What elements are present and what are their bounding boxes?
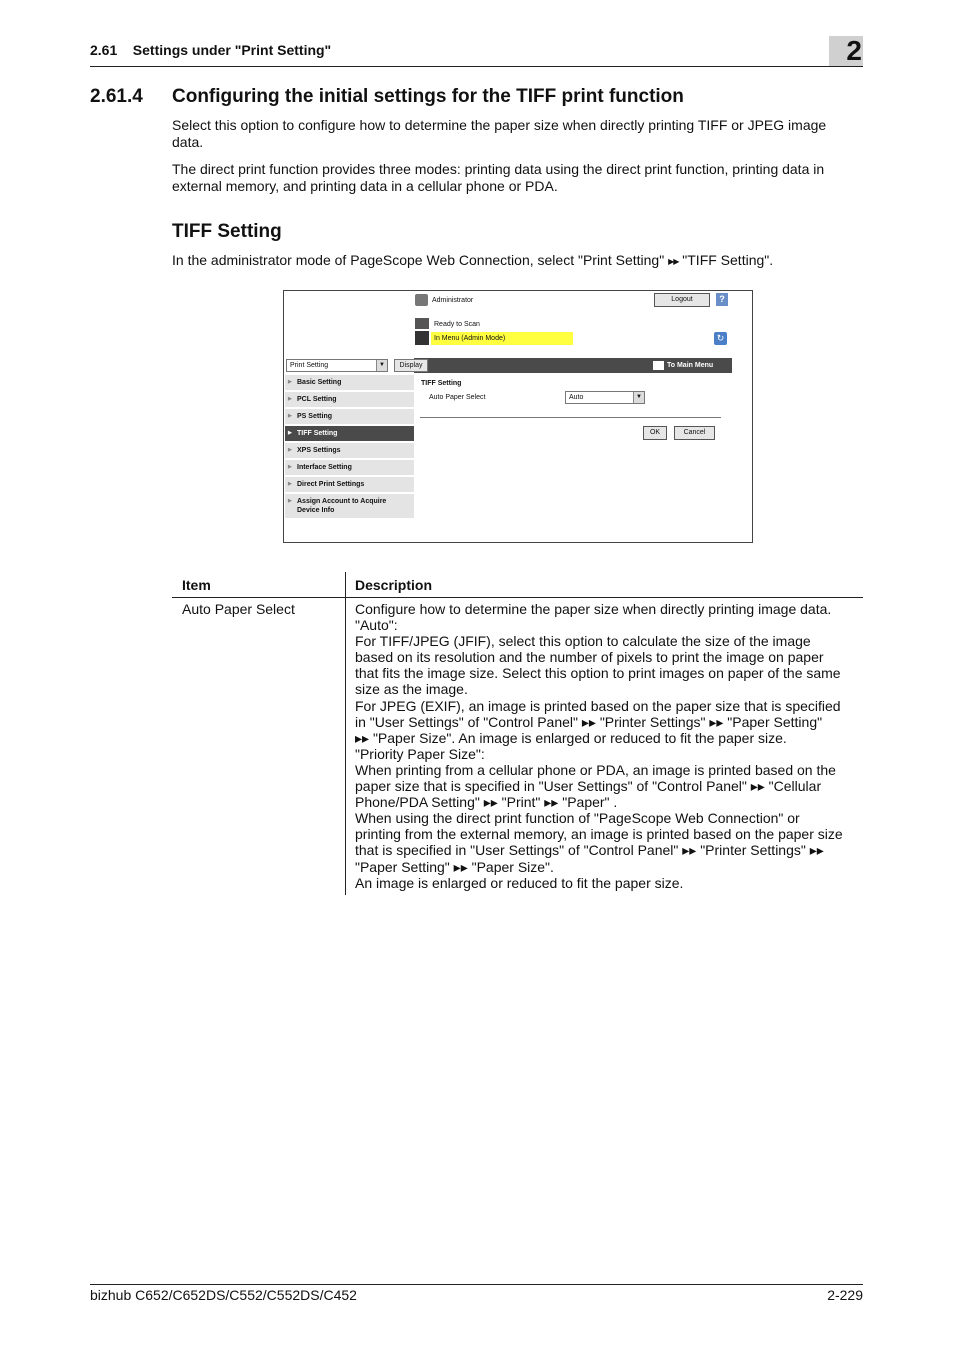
sidebar-item-direct-print-settings[interactable]: ▶ Direct Print Settings [285,477,414,493]
subsection-heading [90,86,684,108]
description-line: "Auto": [355,617,398,634]
status-label: Ready to Scan [434,321,480,328]
auto-paper-select-dropdown[interactable] [565,391,645,404]
intro-line: data. [172,134,204,150]
table-cell-item: Auto Paper Select [182,601,295,617]
panel-divider [420,417,721,418]
sidebar-item-label: Device Info [297,507,335,514]
description-line: ▸▸ "Paper Size". An image is enlarged or reduced to fit the paper size. [355,729,787,746]
description-line: paper size that is specified in "User Settings" of "Control Panel" ▸▸ "Cellular [355,778,822,795]
tiff-setting-heading: TIFF Setting [172,221,282,242]
chevron-down-icon: ▼ [376,360,387,371]
description-line: When printing from a cellular phone or PDA, an image is printed based on the [355,761,836,778]
footer-rule [90,1284,863,1285]
auto-paper-select-label: Auto Paper Select [429,394,486,401]
navigation-instruction [172,252,862,271]
table-header-row [172,572,863,598]
mode-select-value: Print Setting [290,362,329,369]
description-line: Phone/PDA Setting" ▸▸ "Print" ▸▸ "Paper" . [355,794,618,811]
description-line: For JPEG (EXIF), an image is printed based on the paper size that is specified [355,697,841,714]
sidebar-item-interface-setting[interactable]: ▶ Interface Setting [285,460,414,476]
sidebar-item-xps-settings[interactable]: ▶ XPS Settings [285,443,414,459]
refresh-icon[interactable]: ↻ [714,332,727,345]
intro-paragraph-2 [172,161,862,195]
menu-box-icon [415,331,429,345]
table-header-item: Item [182,577,211,593]
subsection-number: 2.61.4 [90,86,143,107]
web-connection-screenshot [283,290,753,543]
table-cell-description [355,601,860,891]
description-line: "Paper Setting" ▸▸ "Paper Size". [355,858,554,875]
sidebar-item-pcl-setting[interactable]: ▶ PCL Setting [285,392,414,408]
panel-title: TIFF Setting [421,380,462,387]
running-header-section: 2.61 Settings under "Print Setting" [90,42,332,58]
intro-line: The direct print function provides three modes: printing data using the direct print function, printing data in [172,161,825,177]
dropdown-value: Auto [569,394,584,401]
footer-model: bizhub C652/C652DS/C552/C552DS/C452 [90,1287,357,1303]
chevron-down-icon: ▼ [633,392,644,403]
double-arrow-icon: ▶▶ [668,257,679,266]
description-line: that fits the image size. Select this option to print images on paper of the same [355,665,841,682]
administrator-icon [415,294,428,306]
ok-button[interactable]: OK [643,426,667,440]
chapter-badge: 2 [829,36,863,66]
intro-line: Select this option to configure how to determine the paper size when directly printing TIFF or JPEG image [172,117,827,133]
header-rule [90,66,863,67]
description-line: "Priority Paper Size": [355,745,485,762]
sidebar-item-basic-setting[interactable]: ▶ Basic Setting [285,375,414,391]
nav-text-before: In the administrator mode of PageScope Web Connection, select "Print Setting" [172,252,665,268]
to-main-menu-link[interactable]: To Main Menu [651,359,713,372]
description-line: When using the direct print function of "PageScope Web Connection" or [355,810,800,827]
sidebar-item-ps-setting[interactable]: ▶ PS Setting [285,409,414,425]
description-line: size as the image. [355,681,468,698]
mode-select[interactable] [286,359,388,372]
subsection-title: Configuring the initial settings for the TIFF print function [172,86,684,107]
description-line: that is specified in "User Settings" of "Control Panel" ▸▸ "Printer Settings" ▸▸ [355,842,824,859]
display-button[interactable]: Display [394,359,428,372]
nav-text-after: "TIFF Setting". [682,252,774,268]
description-line: Configure how to determine the paper size when directly printing image data. [355,601,832,617]
sidebar-item-tiff-setting[interactable]: ▶ TIFF Setting [285,426,414,442]
sidebar-item-label: ▶ Assign Account to Acquire [297,498,387,505]
intro-paragraph-1 [172,117,862,151]
table-header-description: Description [355,577,433,593]
cancel-button[interactable]: Cancel [674,426,715,440]
footer-page-number: 2-229 [827,1287,863,1303]
description-line: printing from the external memory, an image is printed based on the paper size [355,826,843,843]
scanner-icon [415,318,429,329]
description-line: An image is enlarged or reduced to fit the paper size. [355,874,684,891]
sidebar-item-assign-account[interactable] [285,494,414,519]
description-line: in "User Settings" of "Control Panel" ▸▸ "Printer Settings" ▸▸ "Paper Setting" [355,713,823,730]
administrator-label: Administrator [432,297,474,304]
intro-line: external memory, and printing data in a cellular phone or PDA. [172,178,558,194]
help-icon[interactable]: ? [716,293,728,306]
column-separator [345,572,346,895]
description-line: based on its resolution and the number of pixels to print the image on paper [355,649,824,666]
description-line: For TIFF/JPEG (JFIF), select this option to calculate the size of the image [355,633,811,650]
menu-status-bar: In Menu (Admin Mode) [431,332,573,345]
logout-button[interactable]: Logout [654,293,710,307]
